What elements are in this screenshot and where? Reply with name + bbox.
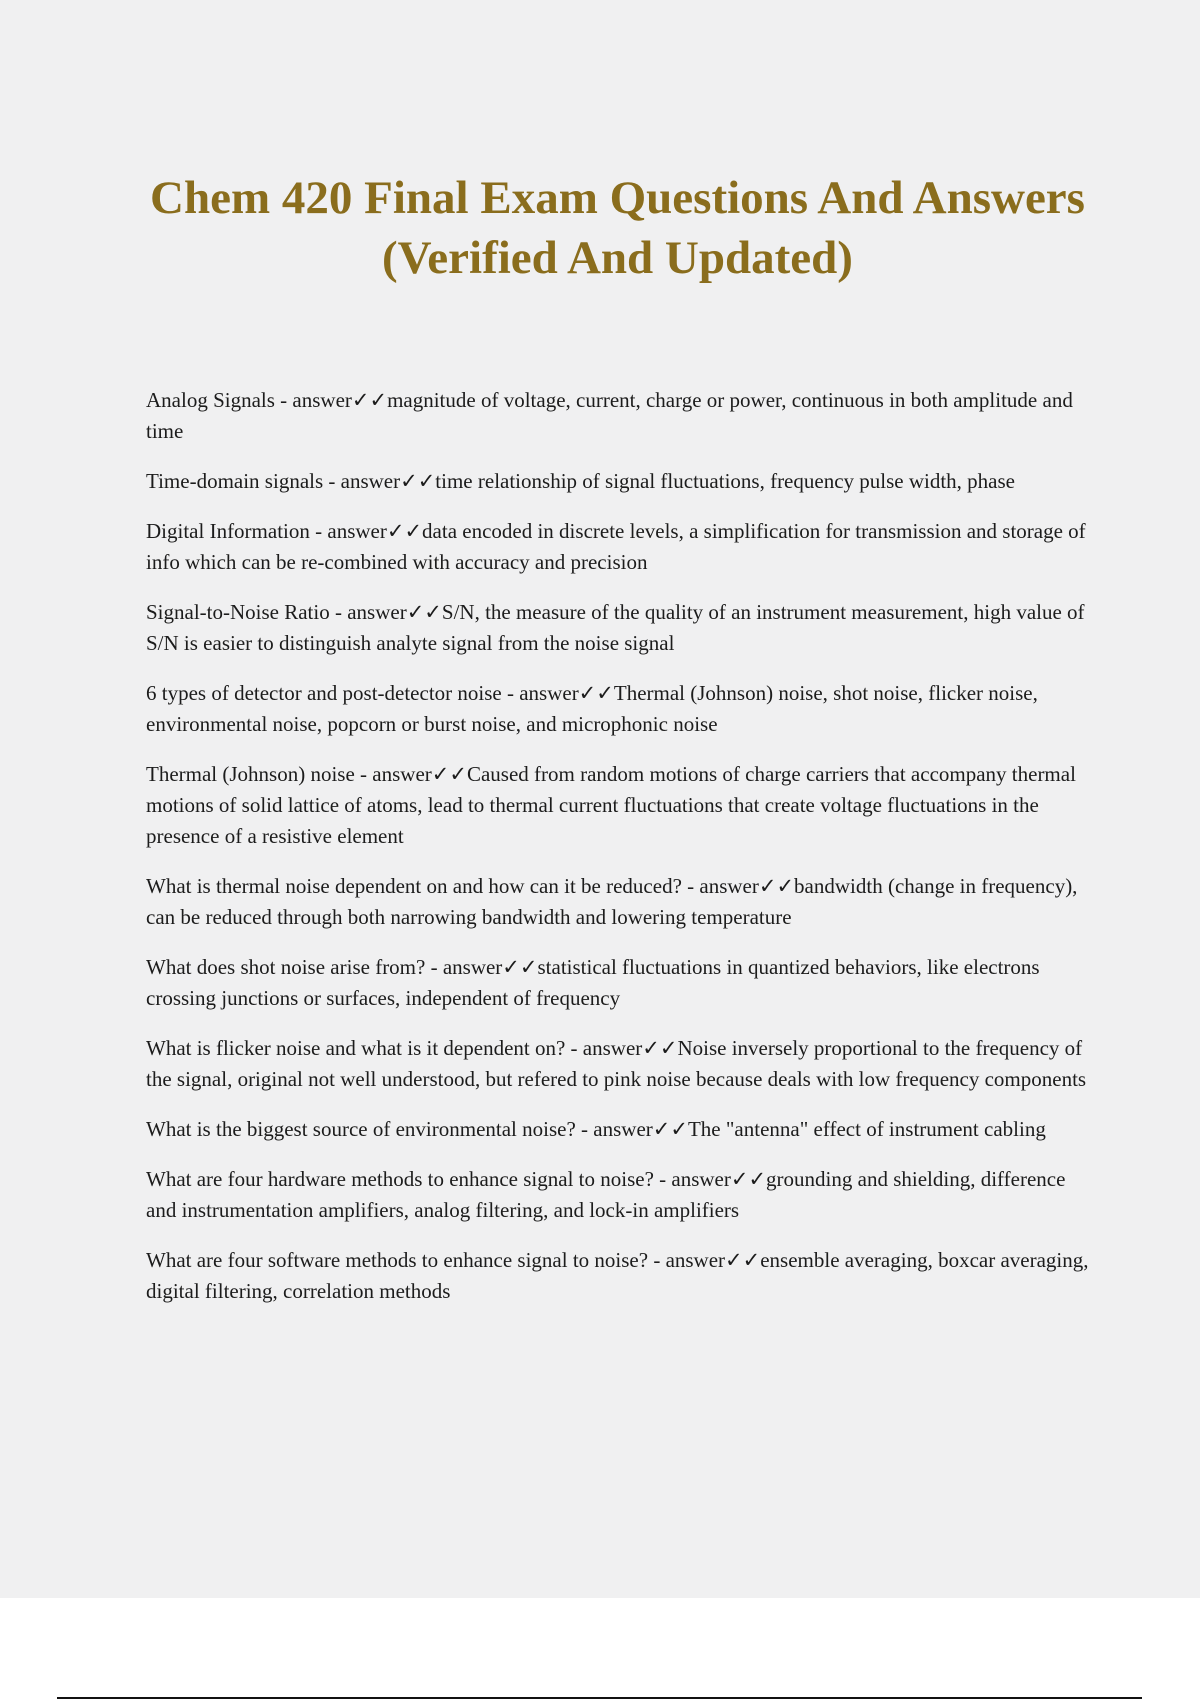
qa-item-hardware-methods: What are four hardware methods to enhance signal to noise? - answer✓✓grounding and shielding, difference and instrumentation amplifiers, analog filtering, and lock-in amplifiers	[146, 1167, 1066, 1222]
qa-item-time-domain-signals: Time-domain signals - answer✓✓time relationship of signal fluctuations, frequency pulse width, phase	[146, 469, 1015, 493]
qa-item-analog-signals: Analog Signals - answer✓✓magnitude of voltage, current, charge or power, continuous in both amplitude and time	[146, 388, 1073, 443]
footer-divider	[57, 1697, 1142, 1699]
qa-item-environmental-noise: What is the biggest source of environmental noise? - answer✓✓The "antenna" effect of instrument cabling	[146, 1117, 1046, 1141]
qa-item-software-methods: What are four software methods to enhance signal to noise? - answer✓✓ensemble averaging, boxcar averaging, digital filtering, correlation methods	[146, 1248, 1089, 1303]
qa-item-digital-information: Digital Information - answer✓✓data encoded in discrete levels, a simplification for transmission and storage of info which can be re-combined with accuracy and precision	[146, 519, 1086, 574]
qa-item-noise-types: 6 types of detector and post-detector noise - answer✓✓Thermal (Johnson) noise, shot noise, flicker noise, environmental noise, popcorn or burst noise, and microphonic noise	[146, 681, 1038, 736]
qa-item-thermal-noise: Thermal (Johnson) noise - answer✓✓Caused from random motions of charge carriers that accompany thermal motions of solid lattice of atoms, lead to thermal current fluctuations that create voltage fluctuations in the presence of a resistive element	[146, 762, 1076, 848]
qa-item-signal-to-noise-ratio: Signal-to-Noise Ratio - answer✓✓S/N, the measure of the quality of an instrument measurement, high value of S/N is easier to distinguish analyte signal from the noise signal	[146, 600, 1085, 655]
document-title: Chem 420 Final Exam Questions And Answers (Verified And Updated)	[150, 172, 1085, 284]
qa-item-flicker-noise: What is flicker noise and what is it dependent on? - answer✓✓Noise inversely proportional to the frequency of the signal, original not well understood, but refered to pink noise because deals with low frequency components	[146, 1036, 1087, 1091]
qa-item-shot-noise: What does shot noise arise from? - answer✓✓statistical fluctuations in quantized behaviors, like electrons crossing junctions or surfaces, independent of frequency	[146, 955, 1040, 1010]
qa-list	[146, 385, 1091, 1326]
qa-item-thermal-noise-dependence: What is thermal noise dependent on and how can it be reduced? - answer✓✓bandwidth (change in frequency), can be reduced through both narrowing bandwidth and lowering temperature	[146, 874, 1078, 929]
